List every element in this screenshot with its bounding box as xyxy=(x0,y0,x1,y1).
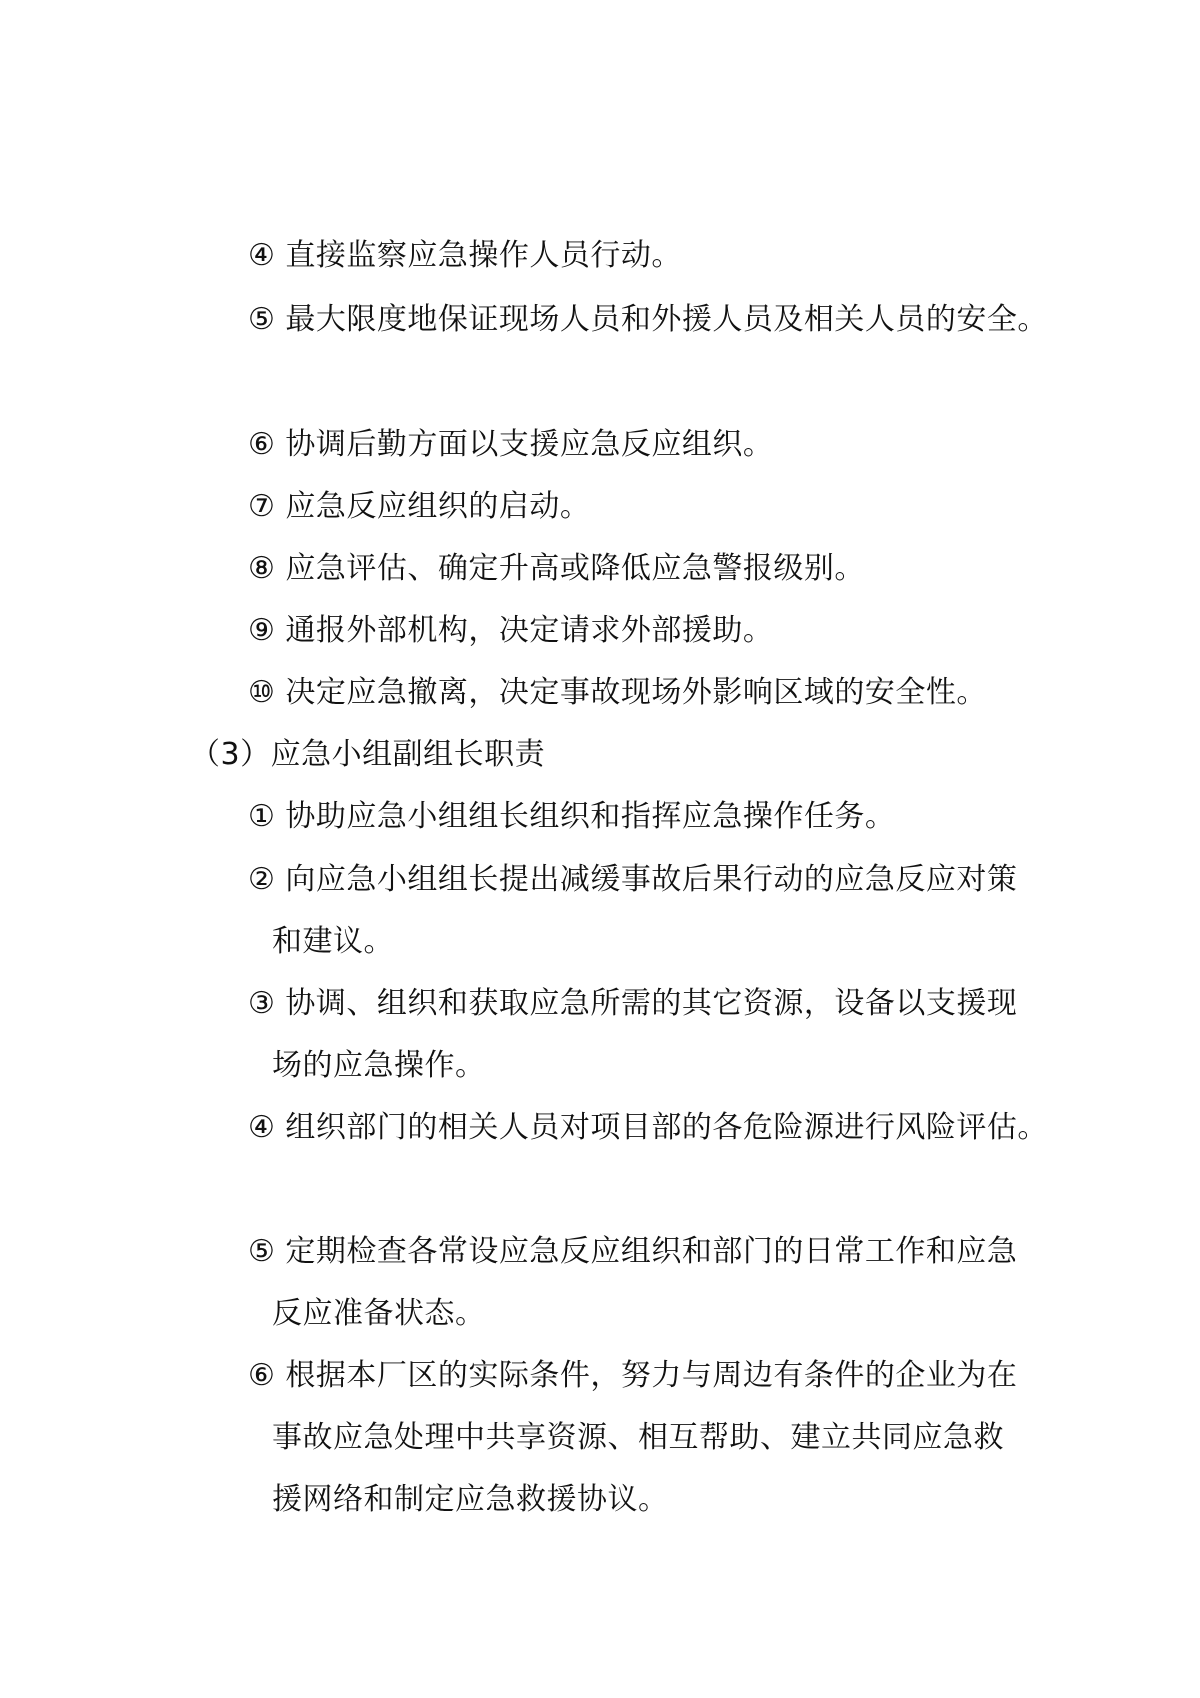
section-item-3-line-2: 场的应急操作。 xyxy=(272,1048,486,1083)
section-item-5-line-2: 反应准备状态。 xyxy=(272,1296,486,1331)
section-item-6-line-3: 援网络和制定应急救援协议。 xyxy=(272,1482,669,1517)
section-item-3-line-1: ③ 协调、组织和获取应急所需的其它资源，设备以支援现 xyxy=(248,986,1018,1021)
section-heading: （3）应急小组副组长职责 xyxy=(190,737,546,772)
list-item-7: ⑦ 应急反应组织的启动。 xyxy=(248,489,591,524)
section-item-2-line-2: 和建议。 xyxy=(272,924,394,959)
section-item-4: ④ 组织部门的相关人员对项目部的各危险源进行风险评估。 xyxy=(248,1110,1048,1145)
list-item-5: ⑤ 最大限度地保证现场人员和外援人员及相关人员的安全。 xyxy=(248,302,1048,337)
section-item-6-line-2: 事故应急处理中共享资源、相互帮助、建立共同应急救 xyxy=(272,1420,1004,1455)
list-item-10: ⑩ 决定应急撤离，决定事故现场外影响区域的安全性。 xyxy=(248,675,987,710)
list-item-8: ⑧ 应急评估、确定升高或降低应急警报级别。 xyxy=(248,551,865,586)
section-item-6-line-1: ⑥ 根据本厂区的实际条件，努力与周边有条件的企业为在 xyxy=(248,1358,1018,1393)
section-item-1: ① 协助应急小组组长组织和指挥应急操作任务。 xyxy=(248,799,896,834)
list-item-4: ④ 直接监察应急操作人员行动。 xyxy=(248,238,682,273)
list-item-6: ⑥ 协调后勤方面以支援应急反应组织。 xyxy=(248,427,774,462)
section-item-2-line-1: ② 向应急小组组长提出减缓事故后果行动的应急反应对策 xyxy=(248,862,1018,897)
list-item-9: ⑨ 通报外部机构，决定请求外部援助。 xyxy=(248,613,774,648)
section-item-5-line-1: ⑤ 定期检查各常设应急反应组织和部门的日常工作和应急 xyxy=(248,1234,1018,1269)
